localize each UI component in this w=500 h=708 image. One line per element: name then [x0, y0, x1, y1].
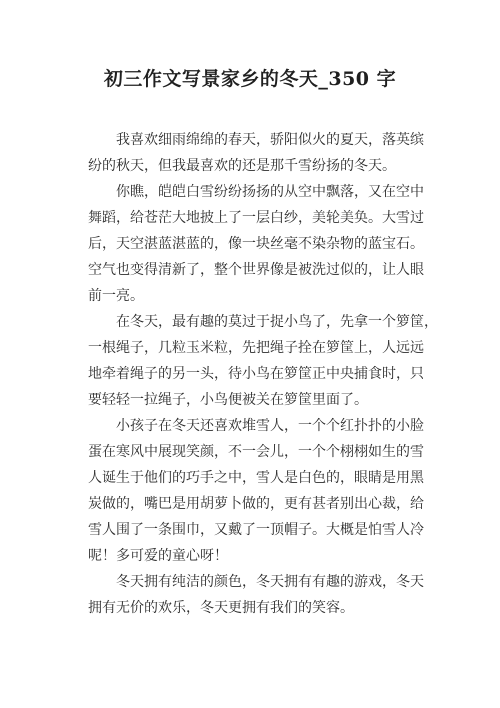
paragraph-line: 我喜欢细雨绵绵的春天，骄阳似火的夏天，落英缤: [116, 132, 424, 148]
paragraph-4: [88, 413, 424, 569]
paragraph-5: [88, 569, 424, 621]
paragraph-line: 后，天空湛蓝湛蓝的，像一块丝毫不染杂物的蓝宝石。: [88, 236, 424, 252]
paragraph-2: [88, 179, 424, 309]
paragraph-line: 雪人围了一条围巾，又戴了一顶帽子。大概是怕雪人冷: [88, 522, 424, 538]
document-body: [88, 127, 438, 621]
paragraph-line: 呢！多可爱的童心呀！: [88, 548, 228, 564]
paragraph-line: 人诞生于他们的巧手之中，雪人是白色的，眼睛是用黑: [88, 470, 424, 486]
paragraph-line: 炭做的，嘴巴是用胡萝卜做的，更有甚者别出心裁，给: [88, 496, 424, 512]
paragraph-line: 在冬天，最有趣的莫过于捉小鸟了，先拿一个箩筐，: [116, 314, 438, 330]
paragraph-line: 你瞧，皑皑白雪纷纷扬扬的从空中飘落，又在空中: [116, 184, 424, 200]
paragraph-line: 前一亮。: [88, 288, 144, 304]
paragraph-line: 一根绳子，几粒玉米粒，先把绳子拴在箩筐上，人远远: [88, 340, 424, 356]
paragraph-1: [88, 127, 424, 179]
paragraph-line: 纷的秋天，但我最喜欢的还是那千雪纷扬的冬天。: [88, 158, 396, 174]
paragraph-3: [88, 309, 438, 413]
paragraph-line: 冬天拥有纯洁的颜色，冬天拥有有趣的游戏，冬天: [116, 574, 424, 590]
document-title: 初三作文写景家乡的冬天_350 字: [103, 68, 397, 90]
paragraph-line: 拥有无价的欢乐，冬天更拥有我们的笑容。: [88, 600, 354, 616]
paragraph-line: 空气也变得清新了，整个世界像是被洗过似的，让人眼: [88, 262, 424, 278]
paragraph-line: 舞蹈，给苍茫大地披上了一层白纱，美轮美奂。大雪过: [88, 210, 424, 226]
paragraph-line: 地牵着绳子的另一头，待小鸟在箩筐正中央捕食时，只: [88, 366, 424, 382]
paragraph-line: 小孩子在冬天还喜欢堆雪人，一个个红扑扑的小脸: [116, 418, 424, 434]
paragraph-line: 要轻轻一拉绳子，小鸟便被关在箩筐里面了。: [88, 392, 368, 408]
paragraph-line: 蛋在寒风中展现笑颜，不一会儿，一个个栩栩如生的雪: [88, 444, 424, 460]
